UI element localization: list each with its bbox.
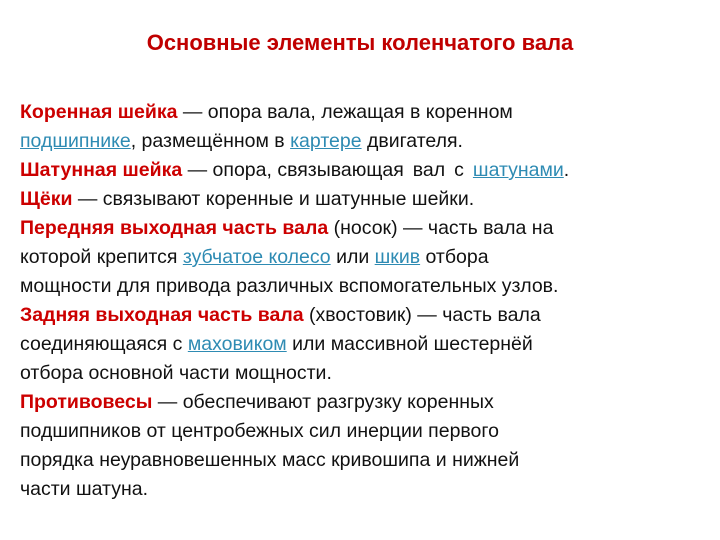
term-front-end: Передняя выходная часть вала bbox=[20, 217, 329, 239]
definition-text: которой крепится bbox=[20, 246, 183, 268]
link-bearing[interactable]: подшипнике bbox=[20, 130, 131, 152]
definition-line bbox=[20, 446, 710, 475]
definition-text: с bbox=[454, 159, 464, 181]
definition-text: порядка неуравновешенных масс кривошипа и нижней bbox=[20, 449, 520, 471]
slide-title: Основные элементы коленчатого вала bbox=[146, 30, 574, 55]
definition-text: или массивной шестернёй bbox=[286, 333, 533, 355]
definition-text: двигателя. bbox=[361, 130, 463, 152]
definition-line bbox=[20, 330, 710, 359]
definition-text: подшипников от центробежных сил инерции первого bbox=[20, 420, 499, 442]
definition-text: — опора, связывающая bbox=[182, 159, 404, 181]
definition-text: вал bbox=[412, 159, 446, 181]
term-crank-pin: Шатунная шейка bbox=[20, 159, 183, 181]
link-crankcase[interactable]: картере bbox=[290, 130, 362, 152]
definition-line bbox=[20, 127, 710, 156]
definition-text: ) — часть вала на bbox=[391, 217, 554, 239]
definition-text: или bbox=[330, 246, 375, 268]
definition-text: — обеспечивают разгрузку коренных bbox=[152, 391, 494, 413]
link-pulley[interactable]: шкив bbox=[374, 246, 421, 268]
link-connecting-rods[interactable]: шатунами bbox=[472, 159, 564, 181]
term-webs: Щёки bbox=[20, 188, 73, 210]
term-main-journal: Коренная шейка bbox=[20, 101, 178, 123]
definition-line bbox=[20, 388, 710, 417]
link-gear[interactable]: зубчатое колесо bbox=[182, 246, 331, 268]
definition-text: соединяющаяся с bbox=[20, 333, 188, 355]
definition-text: — связывают коренные и шатунные шейки. bbox=[72, 188, 475, 210]
definition-line bbox=[20, 243, 710, 272]
definition-line bbox=[20, 359, 710, 388]
definition-paren-text: хвостовик bbox=[315, 304, 406, 326]
definition-text: , размещённом в bbox=[130, 130, 291, 152]
definition-line bbox=[20, 185, 710, 214]
definition-text: ( bbox=[303, 304, 316, 326]
definition-line bbox=[20, 417, 710, 446]
definition-text: . bbox=[563, 159, 570, 181]
definition-text: ( bbox=[328, 217, 341, 239]
definition-text: отбора bbox=[420, 246, 489, 268]
definition-text: части шатуна. bbox=[20, 478, 148, 500]
definition-line bbox=[20, 301, 710, 330]
link-flywheel[interactable]: маховиком bbox=[187, 333, 287, 355]
definition-line bbox=[20, 214, 710, 243]
definition-text: — опора вала, лежащая в коренном bbox=[177, 101, 513, 123]
term-counterweights: Противовесы bbox=[20, 391, 153, 413]
definition-line bbox=[20, 272, 710, 301]
definition-text: ) — часть вала bbox=[405, 304, 541, 326]
definition-paren-text: носок bbox=[340, 217, 392, 239]
definition-line bbox=[20, 98, 710, 127]
definition-text: мощности для привода различных вспомогательных узлов. bbox=[20, 275, 559, 297]
definitions-list bbox=[20, 98, 710, 504]
definition-line bbox=[20, 475, 710, 504]
term-rear-end: Задняя выходная часть вала bbox=[20, 304, 304, 326]
definition-text: отбора основной части мощности. bbox=[20, 362, 332, 384]
definition-line bbox=[20, 156, 710, 185]
